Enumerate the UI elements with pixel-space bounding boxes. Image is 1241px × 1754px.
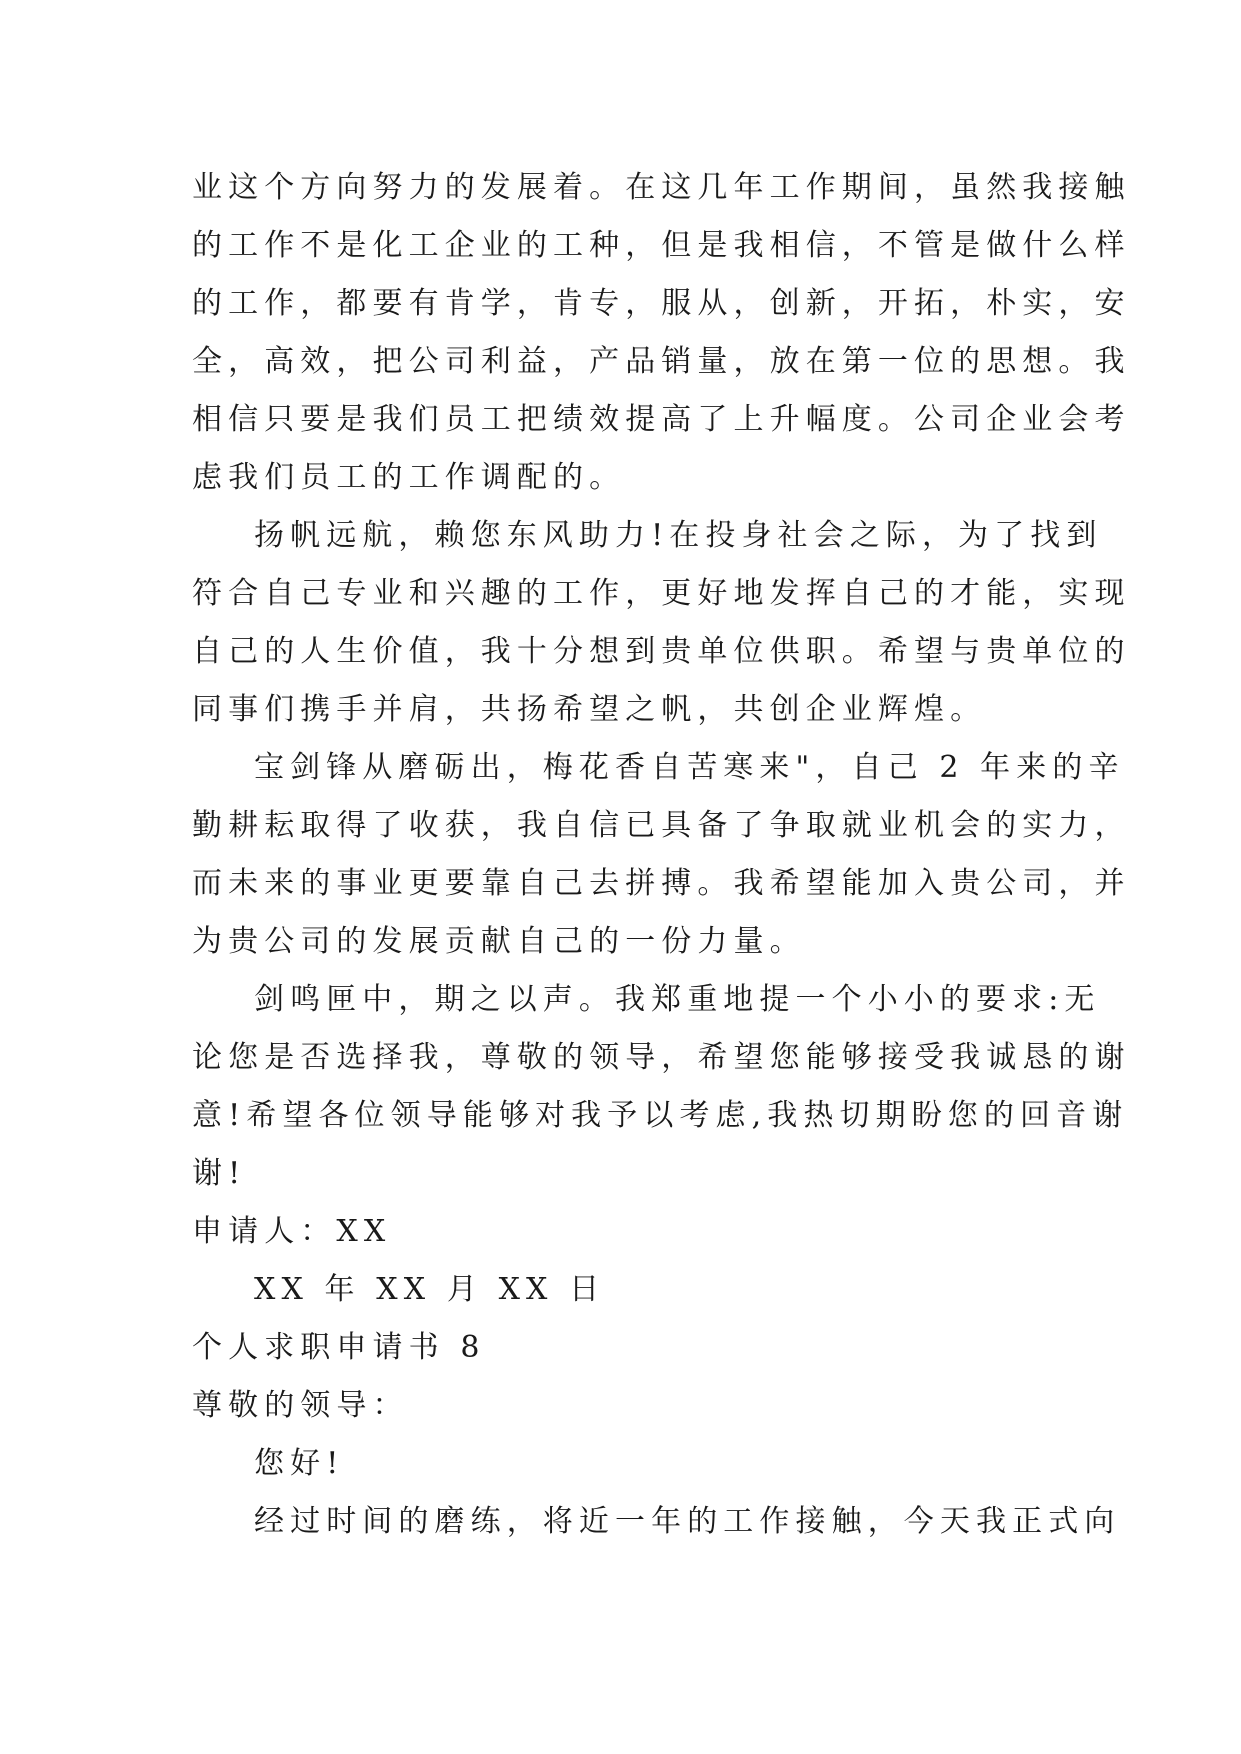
date-line: XX 年 XX 月 XX 日 <box>254 1272 606 1307</box>
text-line-8: 符合自己专业和兴趣的工作，更好地发挥自己的才能，实现 <box>192 576 1131 611</box>
text-line-5: 相信只要是我们员工把绩效提高了上升幅度。公司企业会考 <box>192 402 1131 437</box>
text-line-7: 扬帆远航，赖您东风助力!在投身社会之际，为了找到 <box>254 518 1103 553</box>
text-line-11: 宝剑锋从磨砺出，梅花香自苦寒来"，自己 2 年来的辛 <box>254 750 1125 785</box>
text-line-4: 全，高效，把公司利益，产品销量，放在第一位的思想。我 <box>192 344 1131 379</box>
text-line-1: 业这个方向努力的发展着。在这几年工作期间，虽然我接触 <box>192 170 1131 205</box>
text-line-15: 剑鸣匣中，期之以声。我郑重地提一个小小的要求:无 <box>254 982 1101 1017</box>
salutation: 尊敬的领导： <box>192 1388 409 1423</box>
text-line-14: 为贵公司的发展贡献自己的一份力量。 <box>192 924 806 959</box>
text-line-17: 意!希望各位领导能够对我予以考虑,我热切期盼您的回音谢 <box>192 1098 1129 1133</box>
text-line-10: 同事们携手并肩，共扬希望之帆，共创企业辉煌。 <box>192 692 987 727</box>
text-line-last: 经过时间的磨练，将近一年的工作接触，今天我正式向 <box>254 1504 1121 1539</box>
text-line-18: 谢! <box>192 1156 247 1191</box>
text-line-6: 虑我们员工的工作调配的。 <box>192 460 626 495</box>
text-line-9: 自己的人生价值，我十分想到贵单位供职。希望与贵单位的 <box>192 634 1131 669</box>
applicant-line: 申请人：XX <box>192 1214 392 1249</box>
section-title: 个人求职申请书 8 <box>192 1330 486 1365</box>
text-line-12: 勤耕耘取得了收获，我自信已具备了争取就业机会的实力， <box>192 808 1131 843</box>
text-line-13: 而未来的事业更要靠自己去拼搏。我希望能加入贵公司，并 <box>192 866 1131 901</box>
greeting: 您好! <box>254 1446 345 1481</box>
text-line-2: 的工作不是化工企业的工种，但是我相信，不管是做什么样 <box>192 228 1131 263</box>
text-line-16: 论您是否选择我，尊敬的领导，希望您能够接受我诚恳的谢 <box>192 1040 1131 1075</box>
text-line-3: 的工作，都要有肯学，肯专，服从，创新，开拓，朴实，安 <box>192 286 1131 321</box>
